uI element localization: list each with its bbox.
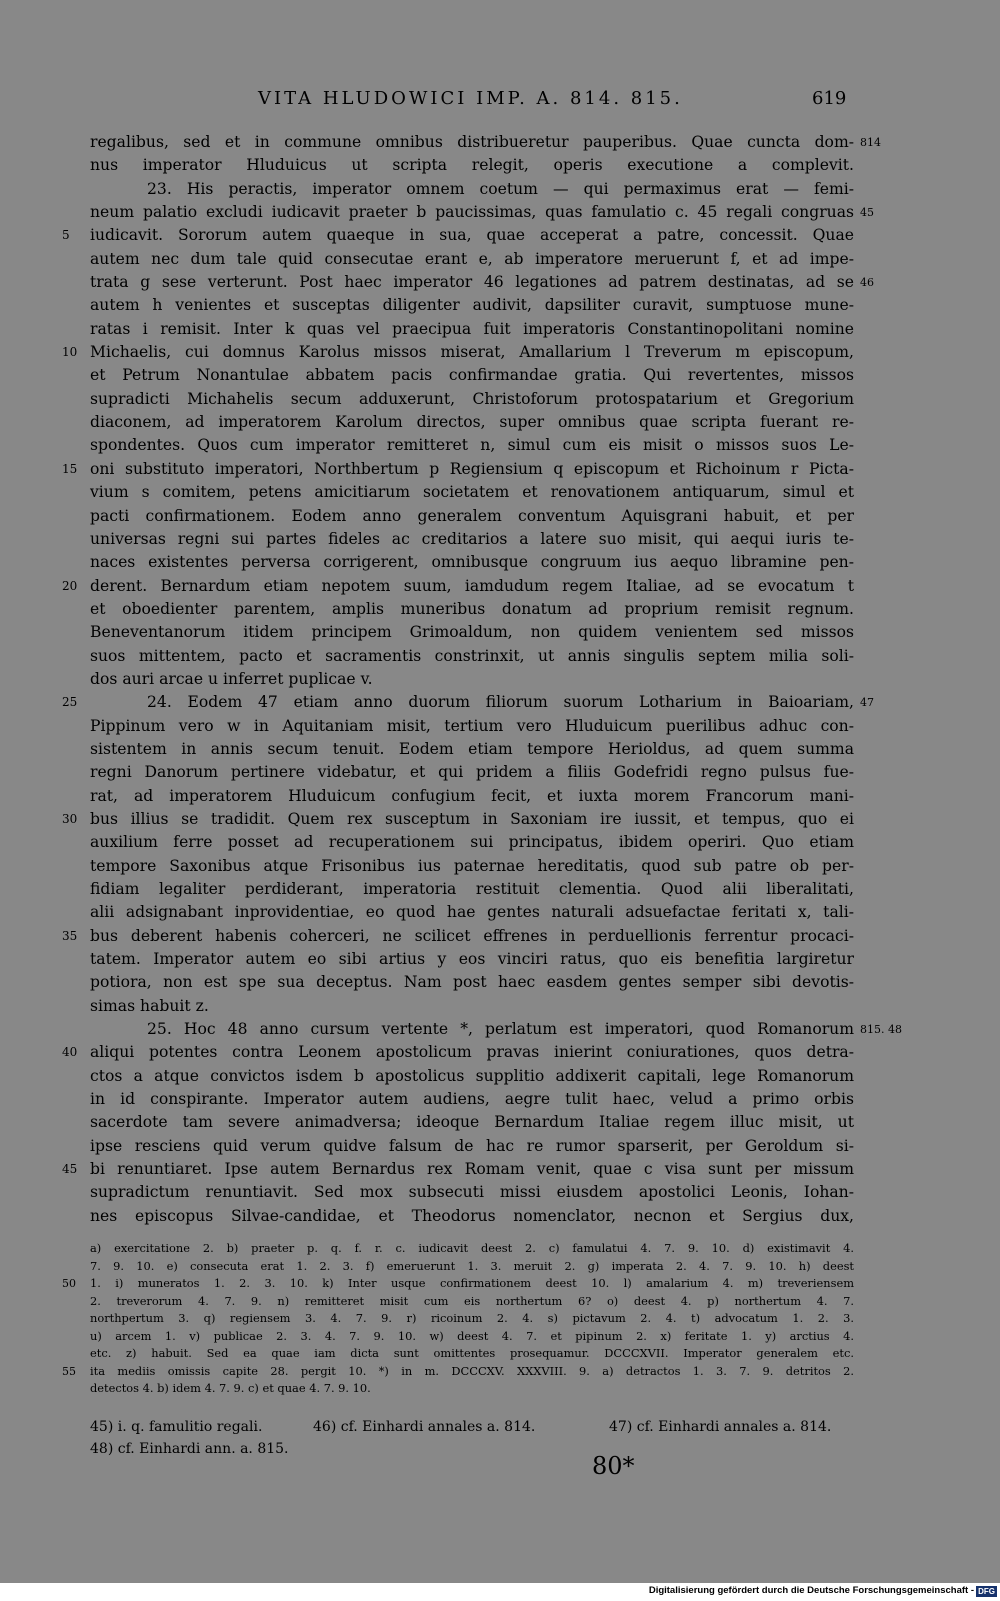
text-line — [0, 645, 1000, 668]
text-line-text: dos auri arcae u inferret puplicae v. — [90, 669, 373, 688]
running-title: VITA HLUDOWICI IMP. A. 814. 815. — [258, 88, 683, 109]
text-line — [0, 901, 1000, 924]
source-note-46: 46) cf. Einhardi annales a. 814. — [313, 1419, 536, 1435]
line-number: 15 — [62, 461, 78, 476]
margin-note: 46 — [860, 276, 874, 290]
footnote-line — [0, 1328, 1000, 1346]
text-line-text: supradicti Michahelis secum adduxerunt, Christoforum protospatarium et Gregorium — [90, 389, 854, 408]
text-line — [0, 621, 1000, 644]
footnote-line — [0, 1363, 1000, 1381]
footnote-line-text: 2. treverorum 4. 7. 9. n) remitteret misit cum eis northertum 6? o) deest 4. p) northertum 4. 7. — [90, 1293, 854, 1308]
text-line-text: sistentem in annis secum tenuit. Eodem etiam tempore Herioldus, ad quem summa — [90, 739, 854, 758]
text-line — [0, 131, 1000, 154]
credit-text: Digitalisierung gefördert durch die Deutsche Forschungsgemeinschaft - — [648, 1585, 974, 1596]
text-line-text: vium s comitem, petens amicitiarum societatem et renovationem antiquarum, simul et — [90, 483, 854, 502]
text-line — [0, 785, 1000, 808]
text-line — [0, 1205, 1000, 1228]
source-note-row — [0, 1438, 1000, 1460]
text-line — [0, 271, 1000, 294]
source-note-45: 45) i. q. famulitio regali. — [90, 1419, 263, 1435]
text-line — [0, 1111, 1000, 1134]
text-line — [0, 995, 1000, 1018]
text-line-text: suos mittentem, pacto et sacramentis constrinxit, ut annis singulis septem milia soli- — [90, 646, 854, 665]
text-line-text: autem nec dum tale quid consecutae erant e, ab imperatore meruerunt f, et ad impe- — [90, 249, 854, 268]
text-line — [0, 948, 1000, 971]
text-line — [0, 528, 1000, 551]
text-line — [0, 224, 1000, 247]
text-line-text: diaconem, ad imperatorem Karolum directos, super omnibus quae scripta fuerant re- — [90, 413, 854, 432]
source-notes — [0, 1416, 1000, 1460]
text-line-text: pacti confirmationem. Eodem anno generalem conventum Aquisgrani habuit, et per — [90, 506, 854, 525]
source-note-48: 48) cf. Einhardi ann. a. 815. — [90, 1441, 289, 1457]
line-number: 30 — [62, 811, 78, 826]
text-line-text: nus imperator Hluduicus ut scripta relegit, operis executione a complevit. — [90, 156, 854, 175]
sheet-signature: 80* — [592, 1452, 635, 1480]
footnote-line — [0, 1275, 1000, 1293]
footnote-line-text: 7. 9. 10. e) consecuta erat 1. 2. 3. f) emeruerunt 1. 3. meruit 2. g) imperata 2. 4. 7. 9. 10. h) deest — [90, 1258, 854, 1273]
text-line-text: alii adsignabant inprovidentiae, eo quod hae gentes naturali adsuefactae feritati x, tali- — [90, 903, 854, 922]
text-line — [0, 691, 1000, 714]
text-line — [0, 434, 1000, 457]
text-line-text: derent. Bernardum etiam nepotem suum, iamdudum regem Italiae, ad se evocatum t — [90, 576, 854, 595]
text-line-text: tatem. Imperator autem eo sibi artius y eos vinciri ratus, quo eis benefitia largiretur — [90, 950, 854, 969]
text-line-text: spondentes. Quos cum imperator remitteret n, simul cum eis misit o missos suos Le- — [90, 436, 854, 455]
margin-note: 47 — [860, 696, 874, 710]
text-line-text: potiora, non est spe sua deceptus. Nam post haec easdem gentes semper sibi devotis- — [90, 973, 854, 992]
text-line — [0, 294, 1000, 317]
text-line — [0, 201, 1000, 224]
text-line-text: Beneventanorum itidem principem Grimoaldum, non quidem venientem sed missos — [90, 623, 854, 642]
main-text — [0, 131, 1000, 1228]
dfg-logo: DFG — [978, 1587, 995, 1596]
text-line — [0, 481, 1000, 504]
text-line — [0, 1135, 1000, 1158]
page-number: 619 — [812, 88, 847, 109]
line-number: 5 — [62, 228, 70, 243]
line-number: 35 — [62, 928, 78, 943]
text-line-text: in id conspirante. Imperator autem audiens, aegre tulit haec, velud a primo orbis — [90, 1090, 854, 1109]
source-note-47: 47) cf. Einhardi annales a. 814. — [609, 1419, 832, 1435]
text-line-text: ipse resciens quid verum quidve falsum de hac re rumor sparserit, per Geroldum si- — [90, 1136, 854, 1155]
text-line-text: nes episcopus Silvae-candidae, et Theodorus nomenclator, necnon et Sergius dux, — [90, 1206, 854, 1225]
text-line — [0, 341, 1000, 364]
text-line-text: trata g sese verterunt. Post haec imperator 46 legationes ad patrem destinatas, ad se — [90, 273, 854, 292]
line-number: 45 — [62, 1162, 78, 1177]
text-line — [0, 575, 1000, 598]
text-line — [0, 318, 1000, 341]
line-number: 55 — [62, 1364, 76, 1378]
text-line-text: autem h venientes et susceptas diligenter audivit, dapsiliter curavit, sumptuose mune- — [90, 296, 854, 315]
text-line-text: fidiam legaliter perdiderant, imperatoria restituit clementia. Quod alii liberalitati, — [90, 880, 854, 898]
text-line-text: 23. His peractis, imperator omnem coetum — qui permaximus erat — femi- — [147, 179, 854, 198]
text-line-text: regni Danorum pertinere videbatur, et qui pridem a filiis Godefridi regno pulsus fue- — [90, 763, 854, 782]
text-line-text: auxilium ferre posset ad recuperationem sui principatus, ibidem operiri. Quo etiam — [90, 833, 854, 852]
text-line-text: neum palatio excludi iudicavit praeter b paucissimas, quas famulatio c. 45 regali congruas — [90, 203, 854, 222]
footnote-line — [0, 1310, 1000, 1328]
text-line-text: bus deberent habenis coherceri, ne scilicet effrenes in perduellionis ferrentur procaci- — [90, 926, 854, 945]
text-line-text: ctos a atque convictos isdem b apostolicus supplitio addixerit capitali, lege Romanorum — [90, 1066, 854, 1085]
line-number: 20 — [62, 578, 78, 593]
line-number: 25 — [62, 695, 78, 710]
text-line-text: tempore Saxonibus atque Frisonibus ius paternae hereditatis, quod sub patre ob per- — [90, 856, 854, 875]
credit-bar — [0, 1583, 1000, 1601]
footnote-line — [0, 1293, 1000, 1311]
text-line — [0, 855, 1000, 878]
text-line-text: 24. Eodem 47 etiam anno duorum filiorum suorum Lotharium in Baioariam, — [147, 693, 854, 712]
margin-note: 814 — [860, 136, 881, 149]
text-line-text: sacerdote tam severe animadversa; ideoque Bernardum Italiae regem illuc misit, ut — [90, 1113, 854, 1132]
text-line — [0, 925, 1000, 948]
text-line — [0, 1181, 1000, 1204]
footnote-line — [0, 1345, 1000, 1363]
text-line-text: universas regni sui partes fideles ac creditarios a latere suo misit, qui aequi iuris te- — [90, 529, 854, 548]
text-line-text: oni substituto imperatori, Northbertum p Regiensium q episcopum et Richoinum r Picta- — [90, 459, 854, 478]
text-line-text: Michaelis, cui domnus Karolus missos miserat, Amallarium l Treverum m episcopum, — [90, 343, 854, 362]
text-line — [0, 831, 1000, 854]
text-line — [0, 878, 1000, 901]
text-line — [0, 364, 1000, 387]
footnote-line — [0, 1380, 1000, 1398]
text-line — [0, 715, 1000, 738]
footnote-line — [0, 1258, 1000, 1276]
page-header — [0, 88, 1000, 118]
footnote-line-text: etc. z) habuit. Sed ea quae iam dicta sunt omittentes prosequamur. DCCCXVII. Imperator generalem etc. — [90, 1346, 854, 1360]
footnote-line-text: u) arcem 1. v) publicae 2. 3. 4. 7. 9. 10. w) deest 4. 7. et pipinum 2. x) feritate 1. y) arctius 4. — [90, 1328, 854, 1343]
text-line — [0, 411, 1000, 434]
source-note-row — [0, 1416, 1000, 1438]
text-line — [0, 668, 1000, 691]
text-line — [0, 1041, 1000, 1064]
text-line — [0, 971, 1000, 994]
text-line — [0, 598, 1000, 621]
text-line-text: bi renuntiaret. Ipse autem Bernardus rex Romam venit, quae c visa sunt per missum — [90, 1160, 854, 1179]
line-number: 40 — [62, 1045, 78, 1060]
text-line — [0, 1018, 1000, 1041]
text-line — [0, 808, 1000, 831]
text-line — [0, 1065, 1000, 1088]
text-line — [0, 505, 1000, 528]
text-line-text: bus illius se tradidit. Quem rex susceptum in Saxoniam ire iussit, et tempus, quo ei — [90, 809, 854, 828]
footnote-line-text: northpertum 3. q) regiensem 3. 4. 7. 9. r) ricoinum 2. 4. s) pictavum 2. 4. t) advocatum 1. 2. 3. — [90, 1311, 854, 1325]
text-line — [0, 248, 1000, 271]
text-line — [0, 388, 1000, 411]
text-line-text: et oboedienter parentem, amplis muneribus donatum ad proprium remisit regnum. — [90, 599, 854, 618]
text-line-text: iudicavit. Sororum autem quaeque in sua, quae acceperat a patre, concessit. Quae — [90, 226, 854, 245]
critical-apparatus — [0, 1240, 1000, 1398]
line-number: 50 — [62, 1277, 76, 1290]
text-line-text: aliqui potentes contra Leonem apostolicum pravas inierint coniurationes, quos detra- — [90, 1043, 854, 1062]
text-line — [0, 738, 1000, 761]
footnote-line-text: ita mediis omissis capite 28. pergit 10. *) in m. DCCCXV. XXXVIII. 9. a) detractos 1. 3. 7. 9. detritos 2. — [90, 1363, 854, 1378]
margin-note: 815. 48 — [860, 1023, 902, 1037]
text-line — [0, 1088, 1000, 1111]
text-line-text: 25. Hoc 48 anno cursum vertente *, perlatum est imperatori, quod Romanorum — [147, 1020, 854, 1039]
text-line-text: ratas i remisit. Inter k quas vel praecipua fuit imperatoris Constantinopolitani nomine — [90, 319, 854, 338]
footnote-line-text: a) exercitatione 2. b) praeter p. q. f. r. c. iudicavit deest 2. c) famulatui 4. 7. 9. 10. d) existimavit 4. — [90, 1241, 854, 1255]
text-line-text: supradictum renuntiavit. Sed mox subsecuti missi eiusdem apostolici Leonis, Iohan- — [90, 1183, 854, 1202]
margin-note: 45 — [860, 206, 874, 220]
text-line — [0, 178, 1000, 201]
text-line — [0, 154, 1000, 177]
text-line-text: regalibus, sed et in commune omnibus distribueretur pauperibus. Quae cuncta dom- — [90, 133, 854, 151]
text-line — [0, 551, 1000, 574]
text-line-text: et Petrum Nonantulae abbatem pacis confirmandae gratia. Qui revertentes, missos — [90, 366, 854, 385]
footnote-line-text: 1. i) muneratos 1. 2. 3. 10. k) Inter usque confirmationem deest 10. l) amalarium 4. m) treveriensem — [90, 1276, 854, 1290]
text-line-text: rat, ad imperatorem Hluduicum confugium fecit, et iuxta morem Francorum mani- — [90, 786, 854, 805]
text-line-text: simas habuit z. — [90, 996, 209, 1015]
text-line — [0, 761, 1000, 784]
text-line-text: Pippinum vero w in Aquitaniam misit, tertium vero Hluduicum puerilibus adhuc con- — [90, 716, 854, 735]
line-number: 10 — [62, 345, 78, 360]
footnote-line — [0, 1240, 1000, 1258]
text-line — [0, 458, 1000, 481]
text-line-text: naces existentes perversa corrigerent, omnibusque congruum ius aequo libramine pen- — [90, 553, 854, 572]
text-line — [0, 1158, 1000, 1181]
footnote-line-text: detectos 4. b) idem 4. 7. 9. c) et quae 4. 7. 9. 10. — [90, 1381, 371, 1395]
